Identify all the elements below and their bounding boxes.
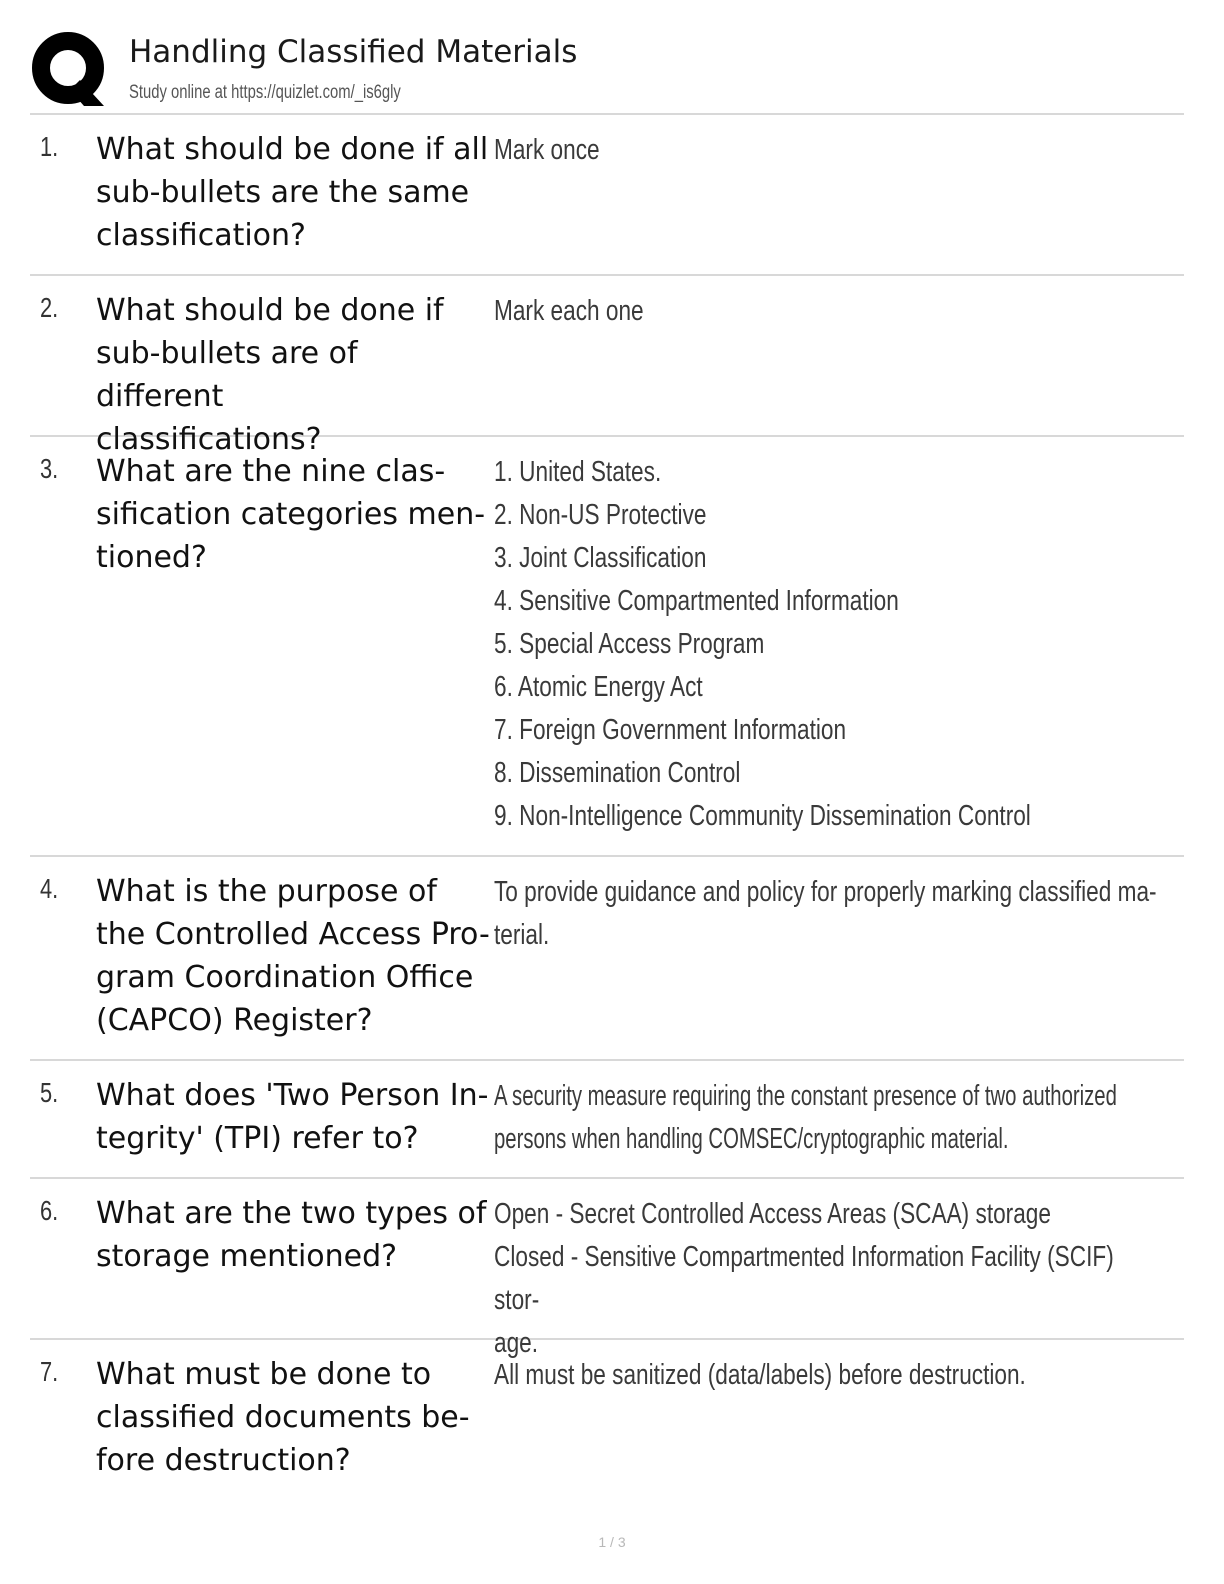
card-question: What does 'Two Person In- tegrity' (TPI) refer to?	[96, 1078, 489, 1156]
page-header	[30, 26, 1184, 114]
flashcard	[30, 1061, 1184, 1179]
card-number: 6.	[40, 1195, 59, 1226]
card-answer: A security measure requiring the constant presence of two authorized persons when handling COMSEC/cryptographic material.	[494, 1080, 1117, 1155]
flashcard	[30, 276, 1184, 457]
card-question: What should be done if all sub-bullets are the same classification?	[96, 132, 489, 253]
study-link[interactable]: Study online at https://quizlet.com/_is6gly	[129, 82, 401, 103]
card-number: 4.	[40, 873, 59, 904]
card-number: 5.	[40, 1077, 59, 1108]
card-answer: All must be sanitized (data/labels) before destruction.	[494, 1359, 1026, 1391]
card-number: 1.	[40, 131, 59, 162]
card-answer: To provide guidance and policy for properly marking classified ma- terial.	[494, 876, 1157, 951]
card-question: What should be done if sub-bullets are of different classifications?	[96, 293, 444, 457]
card-question: What must be done to classified documents be- fore destruction?	[96, 1357, 470, 1478]
flashcard	[30, 1340, 1184, 1490]
page-title: Handling Classified Materials	[129, 34, 578, 70]
card-question: What is the purpose of the Controlled Access Pro- gram Coordination Office (CAPCO) Register?	[96, 874, 490, 1038]
page-number: 1 / 3	[598, 1534, 626, 1550]
card-answer: Mark each one	[494, 295, 644, 327]
flashcard	[30, 437, 1184, 857]
card-number: 2.	[40, 292, 59, 323]
card-number: 3.	[40, 453, 59, 484]
card-answer: Open - Secret Controlled Access Areas (SCAA) storage Closed - Sensitive Compartmented Information Facility (SCIF) stor- age.	[494, 1198, 1114, 1359]
card-question: What are the nine clas- sification categories men- tioned?	[96, 454, 486, 575]
flashcard-list	[30, 113, 1184, 1490]
flashcard	[30, 115, 1184, 276]
card-answer: Mark once	[494, 134, 600, 166]
card-question: What are the two types of storage mentioned?	[96, 1196, 487, 1274]
card-answer: 1. United States. 2. Non-US Protective 3. Joint Classification 4. Sensitive Compartmented Information 5. Special Access Program 6. Atomic Energy Act 7. Foreign Government Information 8. Dissemination Control 9. Non-Intelligence Community Dissemination Control	[494, 456, 1031, 832]
quizlet-logo-icon	[30, 30, 110, 110]
flashcard	[30, 1179, 1184, 1359]
flashcard	[30, 857, 1184, 1061]
card-number: 7.	[40, 1356, 59, 1387]
